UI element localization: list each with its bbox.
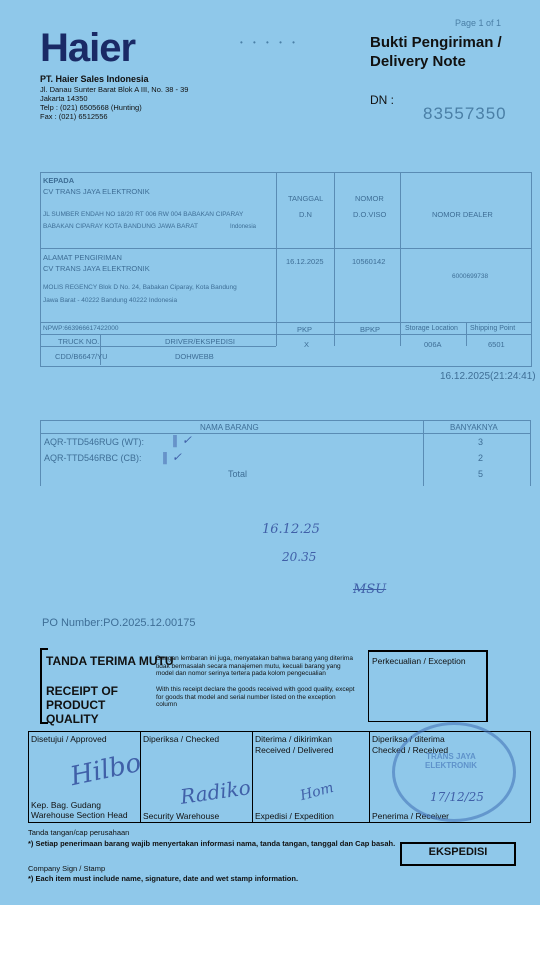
doc-title-line-1: Bukti Pengiriman / (370, 34, 502, 51)
grid-hline-1 (40, 248, 531, 249)
nomor-label: NOMOR (355, 194, 384, 203)
receipt-text-en: With this receipt declare the goods received with good quality, except for goods that model and serial number listed on the exception column (156, 686, 355, 709)
company-fax: Fax : (021) 6512556 (40, 112, 108, 121)
check-mark-2: ‖ ✓ (162, 450, 182, 464)
dot-decoration: • • • • • (240, 38, 299, 47)
items-col-qty: BANYAKNYA (450, 423, 498, 432)
company-sign-label: Tanda tangan/cap perusahaan (28, 828, 130, 837)
shipping-name: CV TRANS JAYA ELEKTRONIK (43, 264, 150, 273)
tanggal-label: TANGGAL (288, 194, 324, 203)
company-address-2: Jakarta 14350 (40, 94, 88, 103)
handwritten-sign: MSU (353, 582, 387, 597)
items-total-value: 5 (478, 469, 484, 479)
penerima-label: Penerima / Receiver (372, 811, 450, 821)
receipt-left-bracket (40, 648, 42, 724)
dn-value: 83557350 (423, 104, 507, 123)
grid-hline-4 (40, 346, 276, 347)
items-mid-line (423, 420, 424, 486)
items-top-line (40, 420, 531, 421)
shipping-address-1: MOLIS REGENCY Blok D No. 24, Babakan Ciparay, Kota Bandung (43, 284, 237, 291)
shipping-point-label: Shipping Point (470, 325, 516, 332)
check-mark-1: ‖ ✓ (172, 433, 192, 447)
grid-vline-1 (276, 172, 277, 346)
nomor-sub: D.O.VISO (353, 210, 387, 219)
item-row-2-qty: 2 (478, 453, 484, 463)
stamp-text: TRANS JAYA ELEKTRONIK (425, 752, 477, 770)
shipping-date: 16.12.2025 (286, 257, 324, 266)
handwritten-time: 20.35 (282, 550, 317, 564)
exception-right-bar (486, 650, 488, 722)
signature-security: Radiko (178, 775, 253, 809)
sig-vline-2 (252, 731, 253, 822)
grid-hline-3 (40, 334, 531, 335)
po-number: PO Number:PO.2025.12.00175 (42, 617, 196, 629)
approved-label: Disetujui / Approved (31, 734, 107, 744)
driver-label: DRIVER/EKSPEDISI (165, 337, 236, 346)
expedisi-label: Expedisi / Expedition (255, 811, 334, 821)
company-address-1: Jl. Danau Sunter Barat Blok A III, No. 38 - 39 (40, 85, 189, 94)
stamp-date: 17/12/25 (430, 790, 484, 804)
exception-label: Perkecualian / Exception (372, 656, 466, 666)
receipt-title-id: TANDA TERIMA MUTU (46, 654, 174, 668)
signature-expedisi: Hom (298, 779, 336, 805)
recipient-name: CV TRANS JAYA ELEKTRONIK (43, 187, 150, 196)
received-label: Diperiksa / diterima Checked / Received (372, 734, 449, 755)
npwp: NPWP:663966617422000 (43, 325, 119, 332)
item-row-2-name: AQR-TTD546RBC (CB): (44, 453, 142, 463)
grid-hline-2 (40, 322, 531, 323)
items-total-label: Total (228, 469, 248, 479)
company-stamp (392, 722, 516, 822)
warehouse-head-label: Kep. Bag. Gudang Warehouse Section Head (31, 800, 128, 820)
pkp-label: PKP (297, 325, 313, 334)
recipient-address-2: BABAKAN CIPARAY KOTA BANDUNG JAWA BARAT (43, 223, 198, 230)
company-name: PT. Haier Sales Indonesia (40, 74, 149, 84)
pkp-value: X (304, 340, 310, 349)
ekspedisi-label: EKSPEDISI (428, 846, 488, 858)
recipient-country: Indonesia (230, 224, 257, 230)
handwritten-date: 16.12.25 (262, 522, 320, 537)
checked-label: Diperiksa / Checked (143, 734, 220, 744)
page-number: Page 1 of 1 (455, 18, 502, 28)
receipt-bracket-top (40, 648, 48, 650)
dn-label: DN : (370, 93, 394, 107)
shipping-nomor: 10560142 (352, 257, 386, 266)
receipt-title-en: RECEIPT OF PRODUCT QUALITY (46, 684, 119, 726)
receipt-text-id: Dengan lembaran ini juga, menyatakan bahwa barang yang diterima tidak bermasalah secara manajemen mutu, kecuali barang yang model dan nomor serinya tertera pada kolom pengecualian (156, 655, 353, 678)
items-header-line (40, 433, 531, 434)
company-sign-en: Company Sign / Stamp (28, 864, 106, 873)
tanggal-sub: D.N (299, 210, 312, 219)
items-left-line (40, 420, 41, 486)
shipping-point-value: 6501 (488, 340, 505, 349)
security-label: Security Warehouse (143, 811, 220, 821)
items-right-line (530, 420, 531, 486)
grid-vline-2 (334, 172, 335, 346)
grid-vline-3 (400, 172, 401, 346)
signature-approved: Hilbo (67, 747, 144, 793)
bpkp-label: BPKP (360, 325, 381, 334)
delivered-label: Diterima / dikirimkan Received / Delivered (255, 734, 334, 755)
items-col-name: NAMA BARANG (200, 423, 259, 432)
haier-logo: Haier (40, 26, 136, 70)
shipping-address-2: Jawa Barat - 40222 Bandung 40222 Indonesia (43, 297, 178, 304)
exception-top-bar (368, 650, 488, 652)
dealer-number: 6000699738 (452, 273, 489, 280)
shipping-label: ALAMAT PENGIRIMAN (43, 253, 122, 262)
note-en: *) Each item must include name, signature, date and wet stamp information. (28, 874, 299, 883)
driver-value: DOHWEBB (175, 352, 214, 361)
truck-number: CDD/B6647/YU (55, 352, 108, 361)
recipient-address-1: JL SUMBER ENDAH NO 18/20 RT 006 RW 004 BABAKAN CIPARAY (43, 211, 244, 218)
storage-label: Storage Location (405, 325, 458, 332)
item-row-1-name: AQR-TTD546RUG (WT): (44, 437, 144, 447)
dealer-label: NOMOR DEALER (432, 210, 493, 219)
company-phone: Telp : (021) 6505668 (Hunting) (40, 103, 142, 112)
print-timestamp: 16.12.2025(21:24:41) (440, 371, 536, 382)
storage-value: 006A (424, 340, 442, 349)
item-row-1-qty: 3 (478, 437, 484, 447)
sig-vline-3 (369, 731, 370, 822)
grid-vline-4 (466, 322, 467, 346)
kepada-label: KEPADA (43, 176, 75, 185)
note-id: *) Setiap penerimaan barang wajib menyertakan informasi nama, tanda tangan, tanggal dan Cap basah. (28, 839, 396, 848)
truck-label: TRUCK NO. (58, 337, 100, 346)
doc-title-line-2: Delivery Note (370, 53, 466, 70)
